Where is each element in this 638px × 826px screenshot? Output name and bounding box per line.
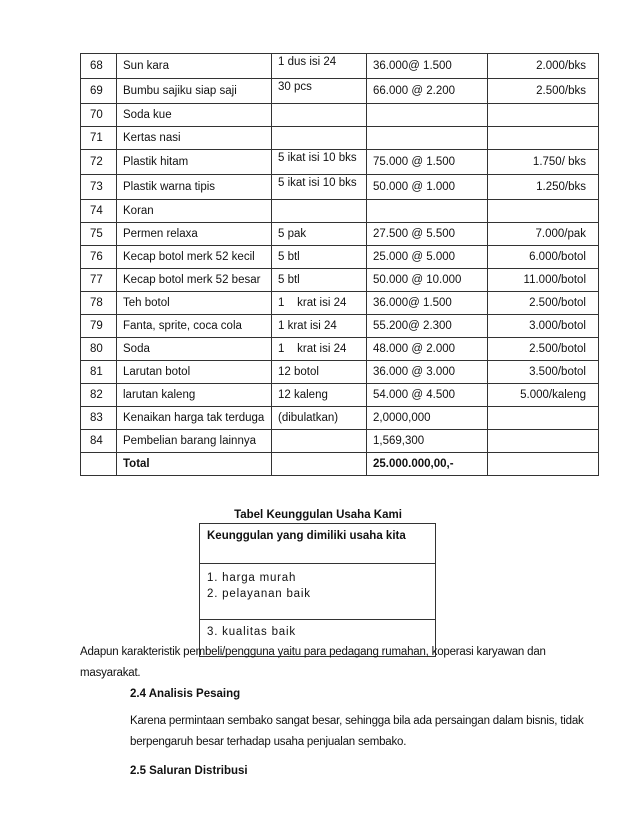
table-row <box>81 127 599 150</box>
table-row <box>81 79 599 104</box>
table-total-row <box>81 453 599 476</box>
analisis-pesaing-paragraph: Karena permintaan sembako sangat besar, sehingga bila ada persaingan dalam bisnis, tidak berpengaruh besar terhadap usaha penjualan sembako. <box>130 715 584 748</box>
row-unit-price <box>488 104 599 127</box>
table-row <box>81 104 599 127</box>
row-unit-price <box>488 430 599 453</box>
table-row <box>81 361 599 384</box>
row-number: 83 <box>81 407 117 430</box>
row-qty <box>272 104 367 127</box>
row-price: 54.000 @ 4.500 <box>367 384 488 407</box>
row-number: 70 <box>81 104 117 127</box>
row-item: Kenaikan harga tak terduga <box>117 407 272 430</box>
row-item: Pembelian barang lainnya <box>117 430 272 453</box>
row-price: 75.000 @ 1.500 <box>367 150 488 175</box>
row-number: 79 <box>81 315 117 338</box>
keunggulan-header: Keunggulan yang dimiliki usaha kita <box>200 524 436 564</box>
row-qty: 5 btl <box>272 246 367 269</box>
row-unit-price: 2.500/botol <box>488 338 599 361</box>
row-item: Kertas nasi <box>117 127 272 150</box>
row-qty: 1 dus isi 24 <box>272 54 367 79</box>
keunggulan-table-title: Tabel Keunggulan Usaha Kami <box>234 509 402 521</box>
buyer-characteristics-paragraph: Adapun karakteristik pembeli/pengguna yaitu para pedagang rumahan, koperasi karyawan dan masyarakat. <box>80 646 546 679</box>
row-item: Bumbu sajiku siap saji <box>117 79 272 104</box>
total-label: Total <box>117 453 272 476</box>
keunggulan-item: 3. kualitas baik <box>200 620 436 657</box>
row-price: 36.000@ 1.500 <box>367 292 488 315</box>
row-number: 84 <box>81 430 117 453</box>
row-unit-price <box>488 407 599 430</box>
row-price: 66.000 @ 2.200 <box>367 79 488 104</box>
row-price <box>367 200 488 223</box>
row-number: 81 <box>81 361 117 384</box>
row-qty <box>272 127 367 150</box>
row-qty: 5 ikat isi 10 bks <box>272 175 367 200</box>
keunggulan-table <box>199 523 436 657</box>
row-qty: 1 krat isi 24 <box>272 292 367 315</box>
row-qty: 1 krat isi 24 <box>272 338 367 361</box>
row-price: 36.000 @ 3.000 <box>367 361 488 384</box>
row-unit-price: 5.000/kaleng <box>488 384 599 407</box>
row-price: 50.000 @ 10.000 <box>367 269 488 292</box>
row-qty: 5 pak <box>272 223 367 246</box>
row-number: 76 <box>81 246 117 269</box>
keunggulan-item: 2. pelayanan baik <box>207 588 311 600</box>
row-unit-price: 2.000/bks <box>488 54 599 79</box>
row-unit-price: 2.500/bks <box>488 79 599 104</box>
row-number: 80 <box>81 338 117 361</box>
row-number: 73 <box>81 175 117 200</box>
keunggulan-item: 1. harga murah <box>207 572 297 584</box>
table-row <box>81 269 599 292</box>
row-item: Soda <box>117 338 272 361</box>
row-number: 74 <box>81 200 117 223</box>
row-unit-price: 7.000/pak <box>488 223 599 246</box>
table-row <box>81 430 599 453</box>
row-unit-price: 1.250/bks <box>488 175 599 200</box>
row-price: 50.000 @ 1.000 <box>367 175 488 200</box>
row-price: 55.200@ 2.300 <box>367 315 488 338</box>
table-row <box>81 150 599 175</box>
row-price: 27.500 @ 5.500 <box>367 223 488 246</box>
total-empty-cell <box>488 453 599 476</box>
row-unit-price <box>488 127 599 150</box>
row-unit-price: 11.000/botol <box>488 269 599 292</box>
row-qty: 30 pcs <box>272 79 367 104</box>
keunggulan-items-cell <box>200 564 436 620</box>
row-price <box>367 127 488 150</box>
row-qty: 12 botol <box>272 361 367 384</box>
row-item: Sun kara <box>117 54 272 79</box>
row-item: Kecap botol merk 52 kecil <box>117 246 272 269</box>
row-number: 77 <box>81 269 117 292</box>
table-row <box>81 292 599 315</box>
table-row <box>81 223 599 246</box>
row-qty <box>272 430 367 453</box>
row-qty <box>272 200 367 223</box>
row-price: 48.000 @ 2.000 <box>367 338 488 361</box>
row-qty: (dibulatkan) <box>272 407 367 430</box>
row-qty: 12 kaleng <box>272 384 367 407</box>
row-item: Plastik warna tipis <box>117 175 272 200</box>
row-price <box>367 104 488 127</box>
row-number: 82 <box>81 384 117 407</box>
row-unit-price: 3.000/botol <box>488 315 599 338</box>
table-row <box>81 315 599 338</box>
row-item: Permen relaxa <box>117 223 272 246</box>
row-price: 2,0000,000 <box>367 407 488 430</box>
table-row <box>81 384 599 407</box>
row-qty: 1 krat isi 24 <box>272 315 367 338</box>
section-heading-saluran-distribusi: 2.5 Saluran Distribusi <box>130 765 248 777</box>
total-empty-cell <box>272 453 367 476</box>
total-blank-cell <box>81 453 117 476</box>
row-number: 71 <box>81 127 117 150</box>
row-price: 36.000@ 1.500 <box>367 54 488 79</box>
row-unit-price <box>488 200 599 223</box>
row-item: Larutan botol <box>117 361 272 384</box>
inventory-table-body <box>81 54 599 476</box>
row-item: Fanta, sprite, coca cola <box>117 315 272 338</box>
row-unit-price: 3.500/botol <box>488 361 599 384</box>
row-item: Plastik hitam <box>117 150 272 175</box>
table-row <box>81 175 599 200</box>
table-row <box>81 338 599 361</box>
inventory-table <box>80 53 599 476</box>
row-item: Soda kue <box>117 104 272 127</box>
row-item: larutan kaleng <box>117 384 272 407</box>
row-number: 75 <box>81 223 117 246</box>
row-qty: 5 btl <box>272 269 367 292</box>
table-row <box>81 200 599 223</box>
row-number: 69 <box>81 79 117 104</box>
row-item: Kecap botol merk 52 besar <box>117 269 272 292</box>
total-value: 25.000.000,00,- <box>367 453 488 476</box>
row-unit-price: 2.500/botol <box>488 292 599 315</box>
row-number: 78 <box>81 292 117 315</box>
table-row <box>81 246 599 269</box>
row-item: Teh botol <box>117 292 272 315</box>
row-unit-price: 1.750/ bks <box>488 150 599 175</box>
row-price: 25.000 @ 5.000 <box>367 246 488 269</box>
row-qty: 5 ikat isi 10 bks <box>272 150 367 175</box>
row-number: 68 <box>81 54 117 79</box>
table-row <box>81 54 599 79</box>
table-row <box>81 407 599 430</box>
row-item: Koran <box>117 200 272 223</box>
row-price: 1,569,300 <box>367 430 488 453</box>
row-unit-price: 6.000/botol <box>488 246 599 269</box>
section-heading-analisis-pesaing: 2.4 Analisis Pesaing <box>130 688 241 700</box>
row-number: 72 <box>81 150 117 175</box>
